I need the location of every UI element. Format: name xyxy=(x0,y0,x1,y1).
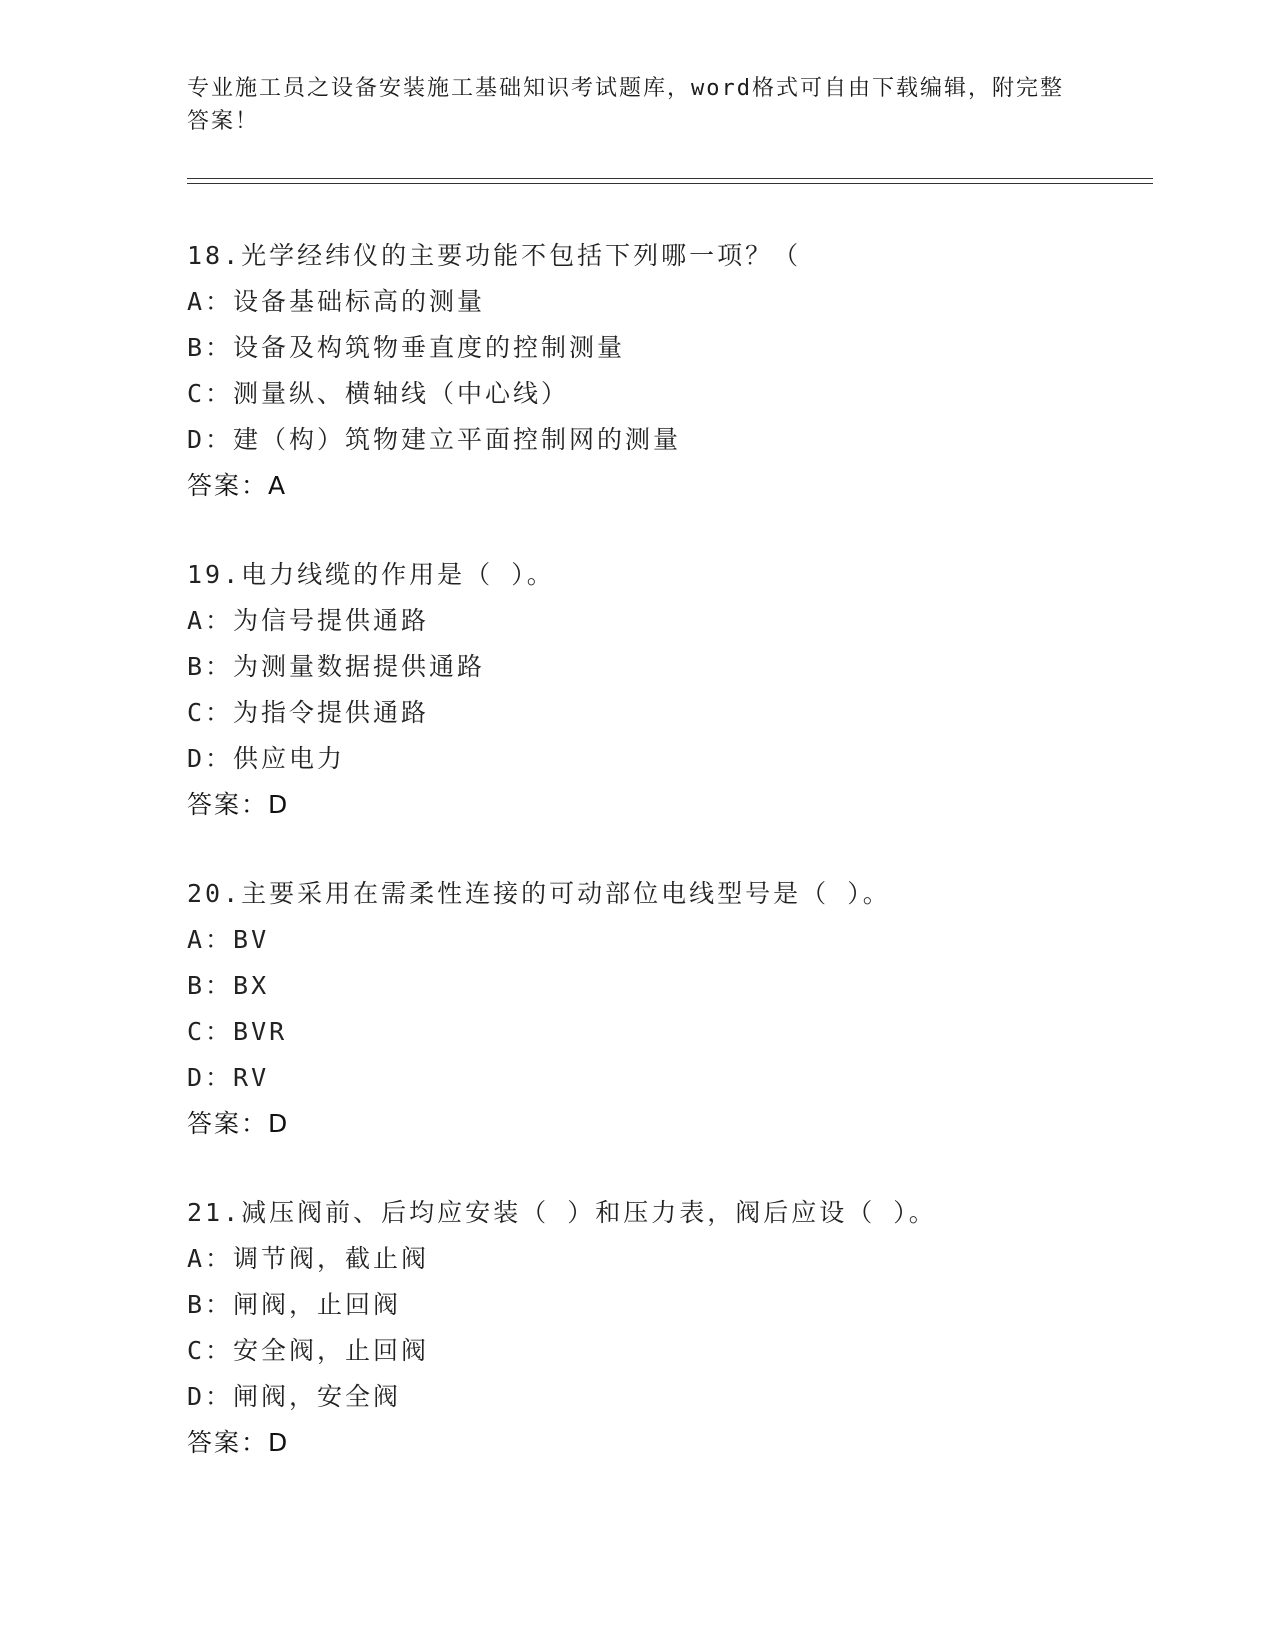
question-18 xyxy=(187,233,1153,509)
option-b: B：BX xyxy=(187,971,270,1000)
option-a: A：BV xyxy=(187,925,270,954)
option-a: A：为信号提供通路 xyxy=(187,606,430,635)
answer-line: 答案：D xyxy=(187,1109,290,1138)
header-divider-bottom xyxy=(187,183,1153,184)
answer-line: 答案：D xyxy=(187,1428,290,1457)
document-header: 专业施工员之设备安装施工基础知识考试题库，word格式可自由下载编辑，附完整答案！ xyxy=(187,76,1064,134)
option-c: C：测量纵、横轴线（中心线） xyxy=(187,379,570,408)
question-text: 20.主要采用在需柔性连接的可动部位电线型号是（ ）。 xyxy=(187,879,891,908)
option-c: C：安全阀，止回阀 xyxy=(187,1336,430,1365)
option-b: B：设备及构筑物垂直度的控制测量 xyxy=(187,333,626,362)
option-c: C：BVR xyxy=(187,1017,288,1046)
option-d: D：建（构）筑物建立平面控制网的测量 xyxy=(187,425,682,454)
question-text: 19.电力线缆的作用是（ ）。 xyxy=(187,560,555,589)
option-d: D：闸阀，安全阀 xyxy=(187,1382,402,1411)
option-c: C：为指令提供通路 xyxy=(187,698,430,727)
question-21 xyxy=(187,1190,1153,1466)
answer-line: 答案：A xyxy=(187,471,288,500)
header-divider-top xyxy=(187,178,1153,179)
answer-line: 答案：D xyxy=(187,790,290,819)
question-20 xyxy=(187,871,1153,1147)
option-d: D：供应电力 xyxy=(187,744,346,773)
option-a: A：调节阀，截止阀 xyxy=(187,1244,430,1273)
question-text: 18.光学经纬仪的主要功能不包括下列哪一项？（ xyxy=(187,241,802,270)
option-b: B：闸阀，止回阀 xyxy=(187,1290,402,1319)
option-d: D：RV xyxy=(187,1063,270,1092)
question-19 xyxy=(187,552,1153,828)
question-text: 21.减压阀前、后均应安装（ ）和压力表，阀后应设（ ）。 xyxy=(187,1198,937,1227)
option-a: A：设备基础标高的测量 xyxy=(187,287,486,316)
option-b: B：为测量数据提供通路 xyxy=(187,652,486,681)
